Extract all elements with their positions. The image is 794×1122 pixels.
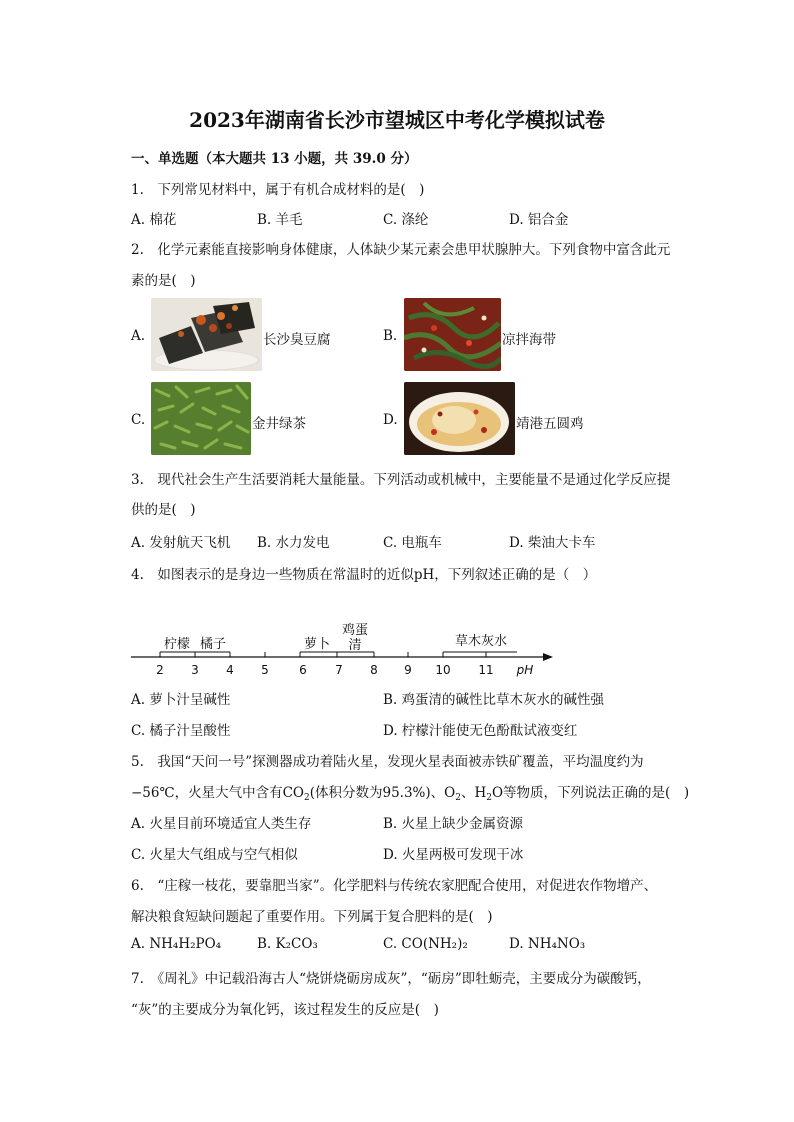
q6-option-d: D. NH₄NO₃ [509,936,586,952]
q2-option-b-label: 凉拌海带 [502,332,556,348]
question-6-stem-line2: 解决粮食短缺问题起了重要作用。下列属于复合肥料的是( ) [131,909,493,925]
question-3-stem-line2: 供的是( ) [131,502,196,518]
q2-option-c-letter: C. [131,412,146,428]
ph-tick-label: 3 [191,663,199,677]
q1-option-c: C. 涤纶 [383,212,429,228]
question-6-stem-line1: 6. “庄稼一枝花，要靠肥当家”。化学肥料与传统农家肥配合使用，对促进农作物增产、 [131,878,658,894]
ph-tick-label: 9 [404,663,412,677]
question-5-stem-line1: 5. 我国“天问一号”探测器成功着陆火星，发现火星表面被赤铁矿覆盖，平均温度约为 [131,754,644,770]
question-7-stem-line1: 7. 《周礼》中记载沿海古人“烧饼烧砺房成灰”，“砺房”即牡蛎壳，主要成分为碳酸钙， [131,971,651,987]
question-4-stem: 4. 如图表示的是身边一些物质在常温时的近似pH，下列叙述正确的是（ ） [131,567,597,583]
q1-option-d: D. 铝合金 [509,212,569,228]
q2-option-a-letter: A. [131,328,146,344]
ph-tick-label: 11 [478,663,494,677]
q4-option-c: C. 橘子汁呈酸性 [131,723,231,739]
q3-option-a: A. 发射航天飞机 [131,535,231,551]
q2-option-c-label: 金井绿茶 [252,416,306,432]
ph-label-lemon: 柠檬 [163,637,191,652]
q2-option-d-label: 靖港五圆鸡 [516,416,584,432]
question-2-stem-line2: 素的是( ) [131,273,196,289]
q1-option-a: A. 棉花 [131,212,177,228]
q5-option-c: C. 火星大气组成与空气相似 [131,847,298,863]
question-5-stem-line2: −56℃，火星大气中含有$CO_2$(体积分数为95.3%)、$O_2$、$H_2O$等物质，下列说法正确的是( ) [131,785,690,803]
q2-option-a-label: 长沙臭豆腐 [263,332,331,348]
chicken-soup-image [404,382,515,455]
q3-option-c: C. 电瓶车 [383,535,442,551]
q2-option-d-letter: D. [383,412,398,428]
ph-label-orange: 橘子 [199,637,227,652]
page-title: 2023年湖南省长沙市望城区中考化学模拟试卷 [189,108,605,132]
ph-tick-label: 5 [261,663,269,677]
q6-option-c: C. CO(NH₂)₂ [383,936,468,952]
q4-option-b: B. 鸡蛋清的碱性比草木灰水的碱性强 [383,692,605,708]
question-1-stem: 1. 下列常见材料中，属于有机合成材料的是( ) [131,182,425,198]
green-tea-image [151,382,251,455]
section-heading: 一、单选题（本大题共 13 小题，共 39.0 分） [131,151,418,167]
ph-tick-label: 10 [435,663,451,677]
question-3-stem-line1: 3. 现代社会生产生活要消耗大量能量。下列活动或机械中，主要能量不是通过化学反应提 [131,472,671,488]
ph-label-radish: 萝卜 [303,637,331,652]
q1-option-b: B. 羊毛 [257,212,303,228]
q3-option-b: B. 水力发电 [257,535,330,551]
ph-tick-label: 4 [226,663,234,677]
q6-option-b: B. K₂CO₃ [257,936,318,952]
q5-option-b: B. 火星上缺少金属资源 [383,816,524,832]
q4-option-d: D. 柠檬汁能使无色酚酞试液变红 [383,723,578,739]
ph-label-plant-ash: 草木灰水 [454,634,508,649]
ph-label-egg-white-line1: 鸡蛋 [341,623,369,638]
ph-label-egg-white-line2: 清 [348,638,362,653]
seaweed-salad-image [404,298,501,371]
ph-tick-label: 7 [335,663,343,677]
question-2-stem-line1: 2. 化学元素能直接影响身体健康，人体缺少某元素会患甲状腺肿大。下列食物中富含此元 [131,242,671,258]
ph-scale-figure [125,612,565,684]
q4-option-a: A. 萝卜汁呈碱性 [131,692,231,708]
stinky-tofu-image [151,298,262,371]
ph-tick-label: 6 [299,663,307,677]
ph-tick-label: 2 [156,663,164,677]
ph-unit-label: pH [516,663,534,677]
q5-option-d: D. 火星两极可发现干冰 [383,847,524,863]
q5-option-a: A. 火星目前环境适宜人类生存 [131,816,312,832]
q6-option-a: A. NH₄H₂PO₄ [131,936,222,952]
question-7-stem-line2: “灰”的主要成分为氧化钙，该过程发生的反应是( ) [131,1002,439,1018]
q2-option-b-letter: B. [383,328,398,344]
q3-option-d: D. 柴油大卡车 [509,535,596,551]
ph-tick-label: 8 [370,663,378,677]
